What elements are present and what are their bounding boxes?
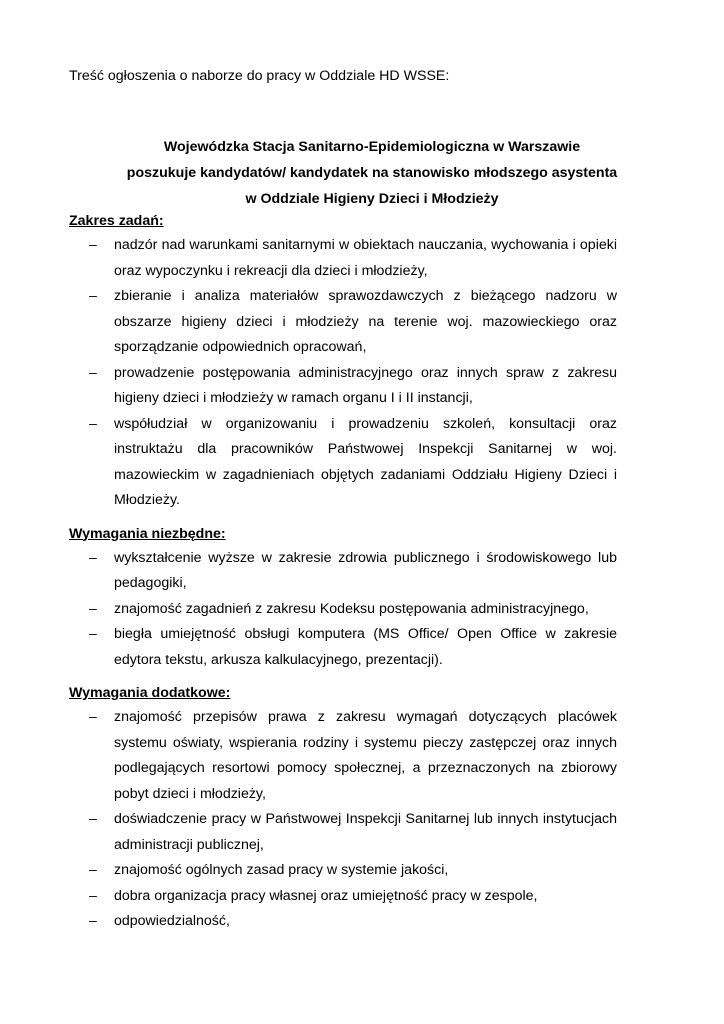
- document-content: [69, 209, 617, 935]
- list-item-text: prowadzenie postępowania administracyjnego oraz innych spraw z zakresu higieny dzieci i młodzieży w ramach organu I i II instancji,: [114, 364, 617, 406]
- dash-bullet: –: [89, 709, 97, 725]
- dash-bullet: –: [89, 811, 97, 827]
- list-item-text: odpowiedzialność,: [114, 913, 230, 929]
- list-item-text: nadzór nad warunkami sanitarnymi w obiektach nauczania, wychowania i opieki oraz wypoczynku i rekreacji dla dzieci i młodzieży,: [114, 237, 617, 279]
- list-item: [69, 909, 617, 935]
- intro-text: Treść ogłoszenia o naborze do pracy w Oddziale HD WSSE:: [69, 68, 450, 84]
- list-item-text: dobra organizacja pracy własnej oraz umiejętność pracy w zespole,: [114, 887, 538, 904]
- list-item-text: znajomość ogólnych zasad pracy w systemie jakości,: [114, 862, 449, 878]
- list-item-text: biegła umiejętność obsługi komputera (MS Office/ Open Office w zakresie edytora tekstu, arkusza kalkulacyjnego, prezentacji).: [114, 626, 617, 668]
- dash-bullet: –: [89, 862, 97, 878]
- section-title-additional: Wymagania dodatkowe:: [69, 685, 231, 701]
- additional-list: [69, 705, 617, 935]
- dash-bullet: –: [89, 913, 97, 929]
- list-item: [69, 597, 617, 623]
- dash-bullet: –: [89, 237, 97, 253]
- heading-line-2: poszukuje kandydatów/ kandydatek na stanowisko młodszego asystenta: [126, 165, 618, 181]
- list-item: [69, 858, 617, 884]
- list-item: [69, 233, 617, 284]
- list-item: [69, 412, 617, 514]
- list-item: [69, 807, 617, 858]
- dash-bullet: –: [89, 626, 97, 642]
- list-item-text: zbieranie i analiza materiałów sprawozdawczych z bieżącego nadzoru w obszarze higieny dzieci i młodzieży na terenie woj. mazowieckiego oraz sporządzanie odpowiednich opracowań,: [114, 288, 617, 355]
- list-item: [69, 705, 617, 807]
- list-item: [69, 622, 617, 673]
- list-item-text: doświadczenie pracy w Państwowej Inspekcji Sanitarnej lub innych instytucjach administracji publicznej,: [114, 811, 617, 853]
- heading-line-1: Wojewódzka Stacja Sanitarno-Epidemiologiczna w Warszawie: [163, 139, 581, 155]
- list-item-text: znajomość przepisów prawa z zakresu wymagań dotyczących placówek systemu oświaty, wspierania rodziny i systemu pieczy zastępczej oraz innych podlegających resortowi pomocy społecznej, a przeznaczonych na zbiorowy pobyt dzieci i młodzieży,: [114, 709, 617, 802]
- list-item-text: współudział w organizowaniu i prowadzeniu szkoleń, konsultacji oraz instruktażu dla pracowników Państwowej Inspekcji Sanitarnej w woj. mazowieckim w zagadnieniach objętych zadaniami Oddziału Higieny Dzieci i Młodzieży.: [114, 415, 617, 508]
- document-heading: [69, 134, 675, 212]
- dash-bullet: –: [89, 415, 97, 432]
- scope-list: [69, 233, 617, 514]
- list-item-text: znajomość zagadnień z zakresu Kodeksu postępowania administracyjnego,: [114, 600, 589, 617]
- dash-bullet: –: [89, 364, 97, 381]
- dash-bullet: –: [89, 887, 97, 904]
- dash-bullet: –: [89, 288, 97, 304]
- section-title-required: Wymagania niezbędne:: [69, 525, 226, 542]
- list-item: [69, 884, 617, 910]
- list-item: [69, 284, 617, 361]
- list-item: [69, 546, 617, 597]
- section-title-scope: Zakres zadań:: [69, 213, 164, 229]
- required-list: [69, 546, 617, 674]
- heading-line-3: w Oddziale Higieny Dzieci i Młodzieży: [245, 191, 499, 207]
- dash-bullet: –: [89, 549, 97, 566]
- list-item: [69, 361, 617, 412]
- dash-bullet: –: [89, 600, 97, 617]
- list-item-text: wykształcenie wyższe w zakresie zdrowia publicznego i środowiskowego lub pedagogiki,: [114, 549, 617, 591]
